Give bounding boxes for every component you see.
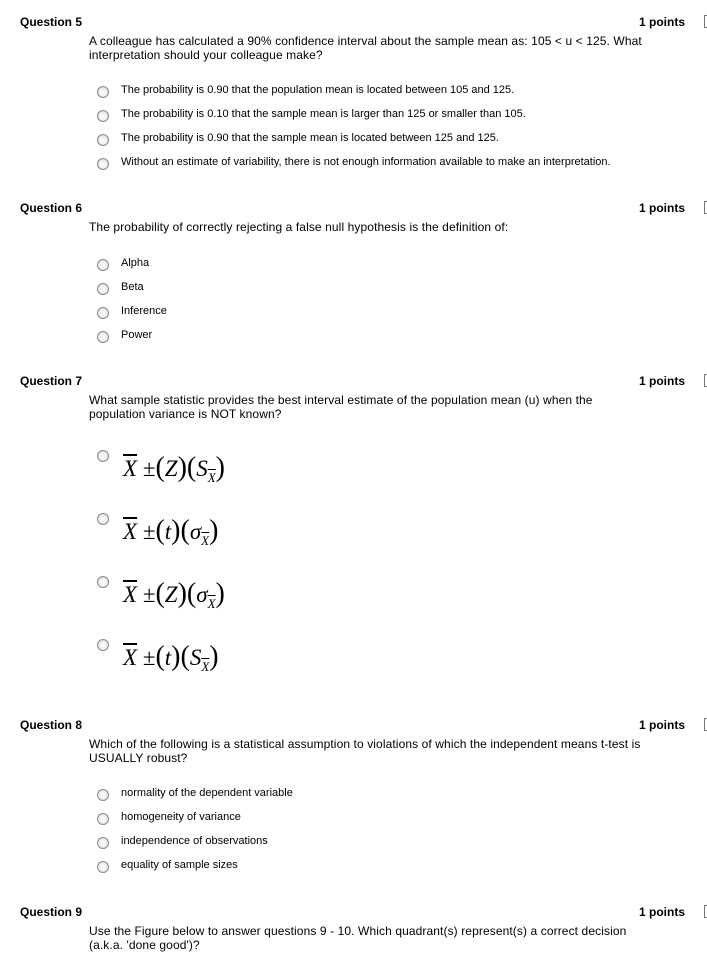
radio-button[interactable] [97, 450, 109, 462]
question-title: Question 7 [20, 374, 83, 388]
question-points: 1 points [639, 718, 686, 732]
plus-minus-symbol: ± [142, 519, 156, 544]
formula-answer: $\overline{X} \pm(t)(S_{\overline{X}})$ [123, 641, 219, 674]
answer-label: Without an estimate of variability, there is not enough information available to make an interpretation. [121, 156, 611, 168]
answer-label: The probability is 0.90 that the sample mean is located between 125 and 125. [121, 132, 499, 144]
question-title: Question 5 [20, 15, 83, 29]
critical-value-symbol: Z [164, 582, 178, 607]
answer-label: equality of sample sizes [121, 859, 238, 871]
sample-mean-symbol: $\overline{X}$ [123, 519, 138, 544]
formula-answer: $\overline{X} \pm(t)(\sigma_{\overline{X}})$ [123, 515, 219, 548]
formula-answer: $\overline{X} \pm(Z)(\sigma_{\overline{X}})$ [123, 578, 225, 611]
critical-value-symbol: t [164, 519, 172, 544]
question-points: 1 points [639, 15, 686, 29]
radio-button[interactable] [97, 813, 109, 825]
radio-button[interactable] [97, 513, 109, 525]
answer-label: homogeneity of variance [121, 811, 241, 823]
radio-button[interactable] [97, 110, 109, 122]
standard-error-symbol: σ [196, 582, 208, 607]
radio-button[interactable] [97, 307, 109, 319]
answer-label: independence of observations [121, 835, 268, 847]
question-title: Question 6 [20, 201, 83, 215]
formula-answer: $\overline{X} \pm(Z)(S_{\overline{X}})$ [123, 452, 225, 485]
radio-button[interactable] [97, 158, 109, 170]
radio-button[interactable] [97, 789, 109, 801]
radio-button[interactable] [97, 134, 109, 146]
radio-button[interactable] [97, 837, 109, 849]
answer-label: The probability is 0.10 that the sample mean is larger than 125 or smaller than 105. [121, 108, 526, 120]
radio-button[interactable] [97, 639, 109, 651]
answer-label: normality of the dependent variable [121, 787, 293, 799]
subscript-symbol: X [201, 659, 210, 674]
question-title: Question 8 [20, 718, 83, 732]
answer-label: Inference [121, 305, 167, 317]
radio-button[interactable] [97, 86, 109, 98]
plus-minus-symbol: ± [142, 645, 156, 670]
radio-button[interactable] [97, 576, 109, 588]
sample-mean-symbol: $\overline{X}$ [123, 456, 138, 481]
question-points: 1 points [639, 905, 686, 919]
question-prompt: A colleague has calculated a 90% confidence interval about the sample mean as: 105 < u < 125. What interpretation should your colleague make? [89, 34, 642, 62]
sample-mean-symbol: $\overline{X}$ [123, 645, 138, 670]
standard-error-symbol: S [189, 645, 202, 670]
answer-label: Power [121, 329, 153, 341]
subscript-symbol: X [201, 533, 210, 548]
answer-label: Alpha [121, 257, 150, 269]
sample-mean-symbol: $\overline{X}$ [123, 582, 138, 607]
critical-value-symbol: t [164, 645, 172, 670]
subscript-symbol: X [207, 470, 216, 485]
radio-button[interactable] [97, 861, 109, 873]
question-title: Question 9 [20, 905, 83, 919]
question-points: 1 points [639, 201, 686, 215]
answer-label: The probability is 0.90 that the population mean is located between 105 and 125. [121, 84, 515, 96]
question-prompt: The probability of correctly rejecting a false null hypothesis is the definition of: [89, 220, 509, 234]
radio-button[interactable] [97, 259, 109, 271]
radio-button[interactable] [97, 331, 109, 343]
standard-error-symbol: S [196, 456, 208, 481]
answer-label: Beta [121, 281, 144, 293]
question-points: 1 points [639, 374, 686, 388]
question-prompt: What sample statistic provides the best interval estimate of the population mean (u) when the population variance is NOT known? [89, 393, 593, 421]
plus-minus-symbol: ± [142, 456, 156, 481]
critical-value-symbol: Z [164, 456, 178, 481]
question-prompt: Which of the following is a statistical assumption to violations of which the independent means t-test is USUALLY robust? [89, 737, 641, 765]
question-prompt: Use the Figure below to answer questions 9 - 10. Which quadrant(s) represent(s) a correct decision (a.k.a. 'done good')? [89, 924, 627, 952]
plus-minus-symbol: ± [142, 582, 156, 607]
subscript-symbol: X [207, 596, 216, 611]
radio-button[interactable] [97, 283, 109, 295]
standard-error-symbol: σ [189, 519, 202, 544]
